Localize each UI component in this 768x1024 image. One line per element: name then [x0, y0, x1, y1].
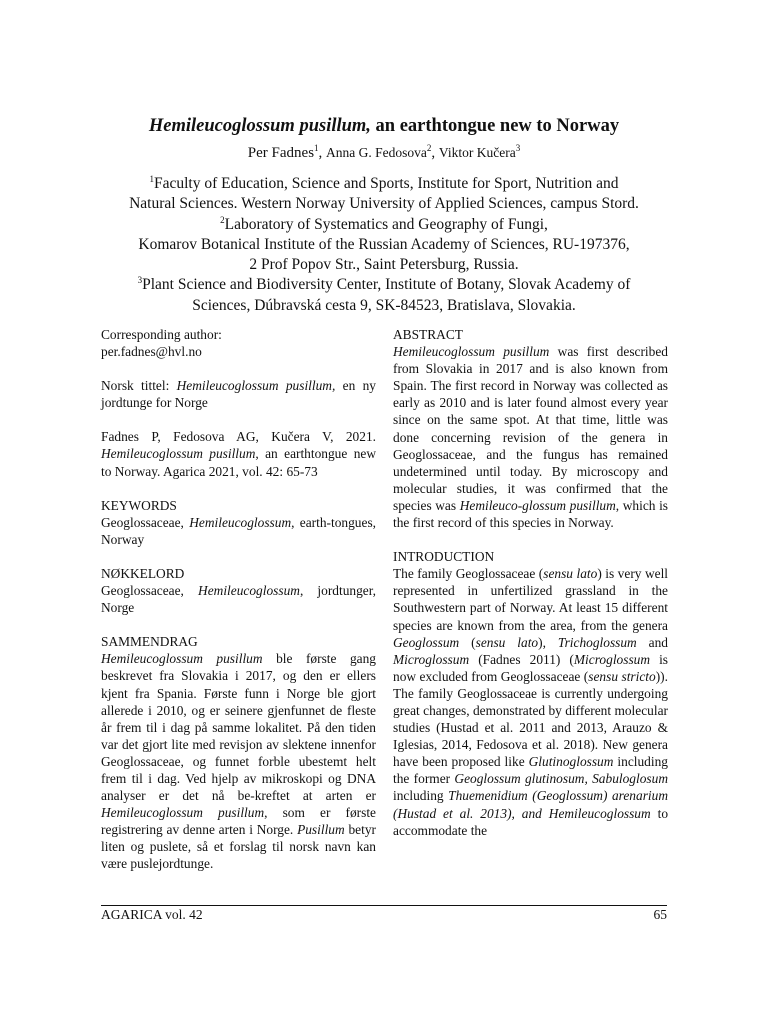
species-epithet: Pusillum — [297, 822, 345, 838]
intro-italic: Trichoglossum — [557, 634, 637, 650]
intro-italic: Geoglossum glutinosum, Sabuloglosum — [454, 771, 668, 787]
intro-part: )). The family Geoglossaceae is currently undergoing great changes, demonstrated by different molecular studies (Hustad et al. 2011 and 2013, Arauzo & Iglesias, 2014, Fedosova et al. 2018). New genera have been proposed like — [393, 668, 668, 770]
norwegian-title-prefix: Norsk tittel: — [101, 378, 177, 394]
intro-part: The family Geoglossaceae ( — [393, 566, 544, 582]
species-name: Hemileuco-glossum pusillum — [459, 497, 616, 513]
intro-part: ) is very well represented in unfertilized grassland in the Southwestern part of Norway. At least 15 different species are known from the area, from the genera — [393, 566, 669, 633]
affiliations — [70, 174, 698, 316]
affiliation-mark: 3 — [137, 275, 143, 286]
affiliation-1-line: Natural Sciences. Western Norway University of Applied Sciences, campus Stord. — [129, 195, 639, 213]
species-name: Hemileucoglossum pusillum — [101, 805, 265, 821]
author-name: Per Fadnes — [247, 145, 315, 161]
citation-species: Hemileucoglossum pusillum — [101, 446, 256, 462]
intro-part: and — [636, 634, 668, 650]
affiliation-text: Plant Science and Biodiversity Center, Institute of Botany, Slovak Academy of — [142, 276, 631, 294]
introduction-heading: INTRODUCTION — [393, 549, 495, 565]
citation-rest: , an earthtongue new to Norway. Agarica 2021, vol. 42: 65-73 — [101, 446, 376, 479]
nokkelord-heading: NØKKELORD — [101, 565, 185, 581]
affiliation-mark: 2 — [220, 214, 225, 225]
abstract-part: , which is the first record of this species in Norway. — [393, 497, 668, 531]
sammendrag-part: ble første gang beskrevet fra Slovakia i 2017, og den er ellers kjent fra Spania. Første funn i Norge ble gjort allerede i 2010, og er seinere gjenfunnet de fleste år frem til i dag på samme lokalitet. På den tiden var det gjort lite med revisjon av slektene innenfor Geoglossaceae, og funnet forble ubestemt helt frem til i dag. Ved hjelp av mikroskopi og DNA analyser er det nå be-kreftet at arten er — [101, 651, 376, 804]
sammendrag-text — [101, 650, 376, 872]
article-title — [0, 116, 768, 137]
title-rest: an earthtongue new to Norway — [370, 116, 620, 136]
abstract-text — [393, 343, 668, 531]
author-affiliation-mark: 2 — [426, 143, 432, 153]
nokkelord-part: , jordtunger, Norge — [101, 583, 376, 616]
norwegian-title — [101, 377, 376, 411]
right-column — [393, 326, 668, 839]
author-affiliation-mark: 1 — [314, 143, 319, 153]
intro-part: ( — [459, 634, 476, 650]
affiliation-mark: 1 — [149, 173, 154, 184]
sammendrag-heading: SAMMENDRAG — [101, 634, 198, 650]
keywords-text — [101, 514, 376, 548]
intro-italic: sensu stricto — [588, 668, 656, 684]
keywords-part: , earth-tongues, Norway — [101, 514, 376, 547]
intro-italic: sensu lato — [475, 634, 539, 650]
affiliation-2-line: 2 Prof Popov Str., Saint Petersburg, Russia. — [249, 256, 519, 274]
species-name: Hemileucoglossum pusillum — [393, 344, 550, 360]
footer-rule — [101, 905, 667, 906]
abstract-part: was first described from Slovakia in 2017 and is also known from Spain. The first record in Norway was collected as early as 2010 and is later found almost every year since on the same spot. At that time, little was done concerning revision of the genera in Geoglossaceae, and the fungus has remained undetermined until today. By microscopy and molecular studies, it was confirmed that the species was — [393, 344, 668, 513]
author-separator: , — [318, 145, 327, 161]
species-name: Hemileucoglossum pusillum — [101, 651, 263, 667]
intro-italic: Microglossum — [393, 651, 470, 667]
intro-italic: Glutinoglossum — [528, 754, 614, 770]
corresponding-label: Corresponding author: — [101, 327, 222, 342]
introduction-text — [393, 565, 668, 839]
keywords-heading: KEYWORDS — [101, 497, 177, 513]
affiliation-3-line: Sciences, Dúbravská cesta 9, SK-84523, Bratislava, Slovakia. — [192, 296, 576, 314]
author-name: Anna G. Fedosova — [326, 145, 427, 160]
norwegian-title-species: Hemileucoglossum pusillum, — [176, 378, 336, 394]
intro-part: including — [393, 788, 449, 804]
author-affiliation-mark: 3 — [515, 143, 521, 153]
affiliation-3-line — [70, 275, 698, 295]
keywords-part: Geoglossaceae, — [101, 514, 190, 530]
intro-part: (Fadnes 2011) ( — [469, 651, 574, 667]
citation-authors: Fadnes P, Fedosova AG, Kučera V, 2021. — [101, 429, 376, 445]
affiliation-text: Faculty of Education, Science and Sports, Institute for Sport, Nutrition and — [154, 175, 619, 192]
intro-italic: sensu lato — [543, 566, 598, 582]
affiliation-2-line: Komarov Botanical Institute of the Russian Academy of Sciences, RU-197376, — [138, 235, 630, 253]
citation — [101, 428, 376, 479]
nokkelord-genus: Hemileucoglossum — [198, 583, 300, 599]
affiliation-2-line — [70, 215, 698, 235]
journal-footer: AGARICA vol. 42 — [101, 907, 203, 922]
keywords-genus: Hemileucoglossum — [189, 514, 292, 530]
norwegian-title-rest: en ny jordtunge for Norge — [101, 378, 376, 411]
affiliation-1-line — [70, 174, 698, 194]
author-list — [0, 145, 768, 162]
intro-part: ), — [538, 634, 558, 650]
sammendrag-part: betyr liten og puslete, så et forslag til norsk navn kan være puslejordtunge. — [101, 822, 376, 872]
page-number: 65 — [653, 907, 667, 922]
intro-italic: Geoglossum — [393, 634, 460, 650]
abstract-heading: ABSTRACT — [393, 327, 463, 342]
intro-italic: Thuemenidium (Geoglossum) arenarium (Hustad et al. 2013), and Hemileucoglossum — [393, 788, 668, 821]
intro-part: is now excluded from Geoglossaceae ( — [393, 651, 669, 684]
intro-italic: Microglossum — [573, 651, 651, 667]
sammendrag-part: , som er første registrering av denne arten i Norge. — [101, 805, 376, 838]
author-separator: , — [431, 145, 439, 161]
author-name: Viktor Kučera — [438, 145, 516, 160]
left-column — [101, 326, 376, 873]
intro-part: to accommodate the — [393, 805, 669, 838]
intro-part: including the former — [393, 754, 668, 787]
nokkelord-part: Geoglossaceae, — [101, 583, 199, 599]
affiliation-text: Laboratory of Systematics and Geography of Fungi, — [224, 215, 548, 233]
title-species: Hemileucoglossum pusillum, — [148, 116, 371, 136]
corresponding-email[interactable]: per.fadnes@hvl.no — [101, 344, 202, 360]
nokkelord-text — [101, 582, 376, 616]
